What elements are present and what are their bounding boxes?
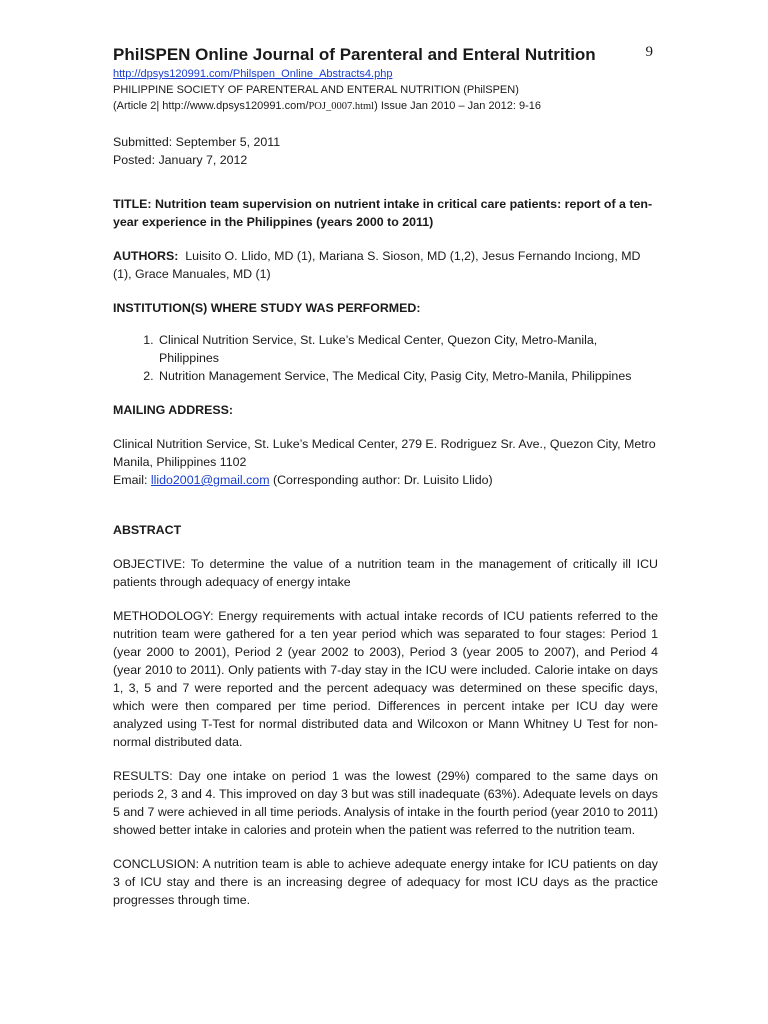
abstract-heading: ABSTRACT <box>113 523 182 537</box>
list-item: 1. Clinical Nutrition Service, St. Luke’s Medical Center, Quezon City, Metro-Manila, Philippines <box>157 331 658 367</box>
submitted-date: Submitted: September 5, 2011 <box>113 135 281 149</box>
institutions-heading: INSTITUTION(S) WHERE STUDY WAS PERFORMED: <box>113 301 421 315</box>
authors <box>113 247 658 283</box>
article-reference: (Article 2| http://www.dpsys120991.com/POJ_0007.html) Issue Jan 2010 – Jan 2012: 9-16 <box>113 100 542 112</box>
email-link[interactable]: llido2001@gmail.com <box>150 473 270 487</box>
institutions-list <box>113 331 658 385</box>
article-file: POJ_0007.html <box>308 101 375 112</box>
email-line: Email: llido2001@gmail.com (Corresponding author: Dr. Luisito Llido) <box>113 473 493 487</box>
article-title: TITLE: Nutrition team supervision on nutrient intake in critical care patients: report of a ten-year experience in the Philippines (years 2000 to 2011) <box>113 197 653 229</box>
authors-label: AUTHORS: <box>113 249 179 263</box>
abstract-objective: OBJECTIVE: To determine the value of a nutrition team in the management of critically ill ICU patients through adequacy of energy intake <box>113 557 658 589</box>
dates <box>113 133 658 169</box>
mailing-address <box>113 435 658 489</box>
journal-url-link[interactable]: http://dpsys120991.com/Philspen_Online_Abstracts4.php <box>113 68 393 80</box>
abstract-conclusion: CONCLUSION: A nutrition team is able to achieve adequate energy intake for ICU patients on day 3 of ICU stay and there is an increasing degree of adequacy for most ICU days as the practice progresses through time. <box>113 857 658 907</box>
journal-title: PhilSPEN Online Journal of Parenteral and Enteral Nutrition <box>113 45 596 64</box>
posted-date: Posted: January 7, 2012 <box>113 153 248 167</box>
abstract-results: RESULTS: Day one intake on period 1 was the lowest (29%) compared to the same days on periods 2, 3 and 4. This improved on day 3 but was still inadequate (63%). Adequate levels on days 5 and 7 were achieved in all time periods. Analysis of intake in the fourth period (year 2010 to 2011) showed better intake in calories and protein when the patient was referred to the nutrition team. <box>113 769 658 837</box>
mailing-heading: MAILING ADDRESS: <box>113 403 234 417</box>
list-item: 2. Nutrition Management Service, The Medical City, Pasig City, Metro-Manila, Philippines <box>157 367 658 385</box>
page-number: 9 <box>645 44 653 60</box>
abstract-methodology: METHODOLOGY: Energy requirements with actual intake records of ICU patients referred to the nutrition team were gathered for a ten year period which was separated to four stages: Period 1 (year 2000 to 2001), Period 2 (year 2002 to 2003), Period 3 (year 2005 to 2007), and Period 4 (year 2010 to 2011). Only patients with 7-day stay in the ICU were included. Calorie intake on days 1, 3, 5 and 7 were reported and the percent adequacy was determined on these specific days, which were then compared per time period. Differences in percent intake per ICU day were analyzed using T-Test for normal distributed data and Wilcoxon or Mann Whitney U Test for non-normal distributed data. <box>113 609 658 749</box>
address-line: Clinical Nutrition Service, St. Luke’s Medical Center, 279 E. Rodriguez Sr. Ave., Quezon City, Metro Manila, Philippines 1102 <box>113 437 656 469</box>
society-name: PHILIPPINE SOCIETY OF PARENTERAL AND ENTERAL NUTRITION (PhilSPEN) <box>113 84 519 96</box>
document-page <box>113 44 658 909</box>
authors-list: Luisito O. Llido, MD (1), Mariana S. Sioson, MD (1,2), Jesus Fernando Inciong, MD (1), Grace Manuales, MD (1) <box>113 249 641 281</box>
journal-header <box>113 66 658 115</box>
